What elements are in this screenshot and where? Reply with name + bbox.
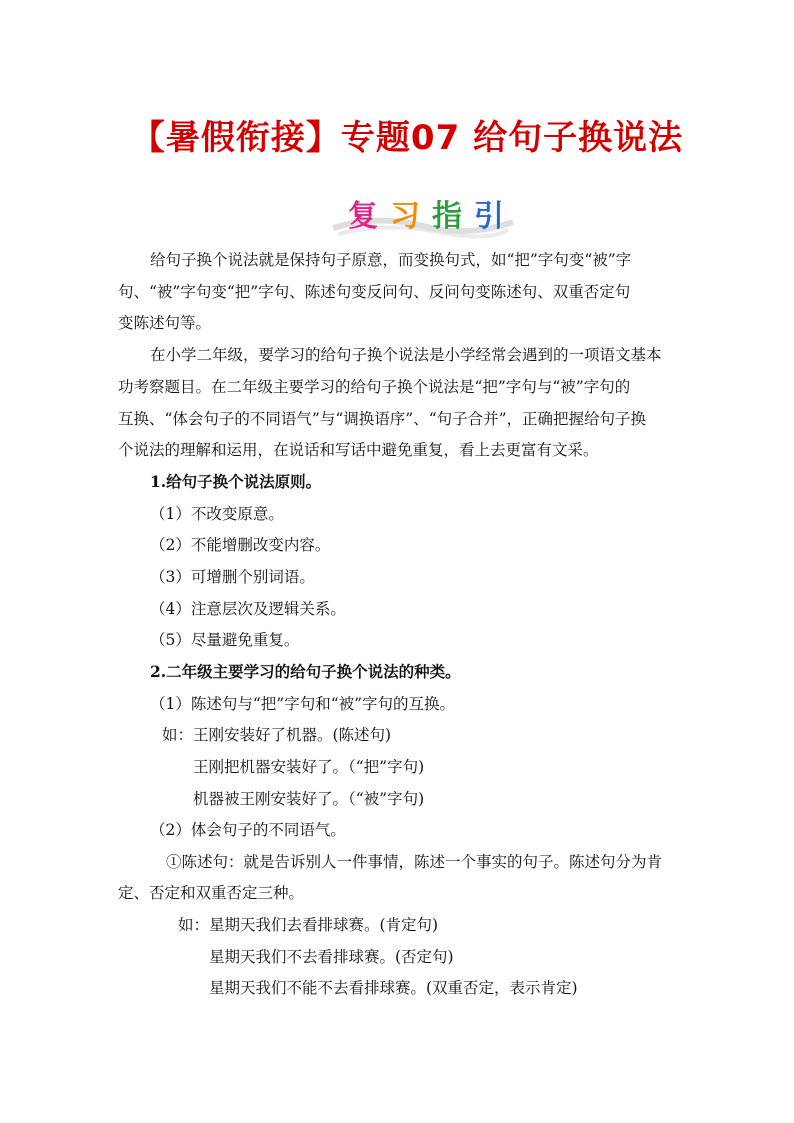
banner-char-4: 引	[474, 199, 504, 234]
intro-p1-line-2: 句、“被”字句变“把”字句、陈述句变反问句、反问句变陈述句、双重否定句	[118, 283, 631, 301]
intro-p2-line-4: 个说法的理解和运用，在说话和写话中避免重复，看上去更富有文采。	[118, 441, 599, 459]
intro-p2-line-3: 互换、“体会句子的不同语气”与“调换语序”、“句子合并”，正确把握给句子换	[118, 410, 647, 428]
section2-example1-line-1: 如：王刚安装好了机器。(陈述句)	[162, 726, 392, 744]
section2-example2-line-2: 星期天我们不去看排球赛。(否定句)	[209, 948, 454, 966]
section2-example1-line-3: 机器被王刚安装好了。（“被”字句)	[193, 790, 425, 808]
banner-char-1: 复	[348, 199, 378, 234]
section1-heading: 1.给句子换个说法原则。	[150, 472, 322, 491]
section2-sub1: （1）陈述句与“把”字句和“被”字句的互换。	[150, 695, 456, 713]
section2-declarative-line-1: ①陈述句：就是告诉别人一件事情，陈述一个事实的句子。陈述句分为肯	[166, 853, 663, 871]
section1-item-1: （1）不改变原意。	[150, 505, 284, 523]
section2-example2-line-3: 星期天我们不能不去看排球赛。(双重否定，表示肯定)	[209, 979, 578, 997]
page-title: 【暑假衔接】专题07 给句子换说法	[130, 118, 684, 158]
banner-char-3: 指	[432, 199, 462, 234]
section2-sub2: （2）体会句子的不同语气。	[150, 821, 346, 839]
section1-item-5: （5）尽量避免重复。	[150, 631, 300, 649]
intro-p2-line-2: 功考察题目。在二年级主要学习的给句子换个说法是“把”字句与“被”字句的	[118, 378, 631, 396]
review-guide-banner	[328, 192, 518, 240]
intro-p1-line-3: 变陈述句等。	[118, 314, 212, 332]
section1-item-3: （3）可增删个别词语。	[150, 568, 315, 586]
intro-p1-line-1: 给句子换个说法就是保持句子原意，而变换句式，如“把”字句变“被”字	[150, 251, 632, 269]
section1-item-2: （2）不能增删改变内容。	[150, 536, 331, 554]
section2-example1-line-2: 王刚把机器安装好了。（“把”字句)	[193, 758, 425, 776]
section2-example2-line-1: 如：星期天我们去看排球赛。(肯定句)	[178, 916, 439, 934]
section2-heading: 2.二年级主要学习的给句子换个说法的种类。	[150, 662, 461, 681]
intro-p2-line-1: 在小学二年级，要学习的给句子换个说法是小学经常会遇到的一项语文基本	[150, 346, 662, 364]
banner-char-2: 习	[390, 199, 420, 234]
section2-declarative-line-2: 定、否定和双重否定三种。	[118, 884, 305, 902]
section1-item-4: （4）注意层次及逻辑关系。	[150, 600, 346, 618]
